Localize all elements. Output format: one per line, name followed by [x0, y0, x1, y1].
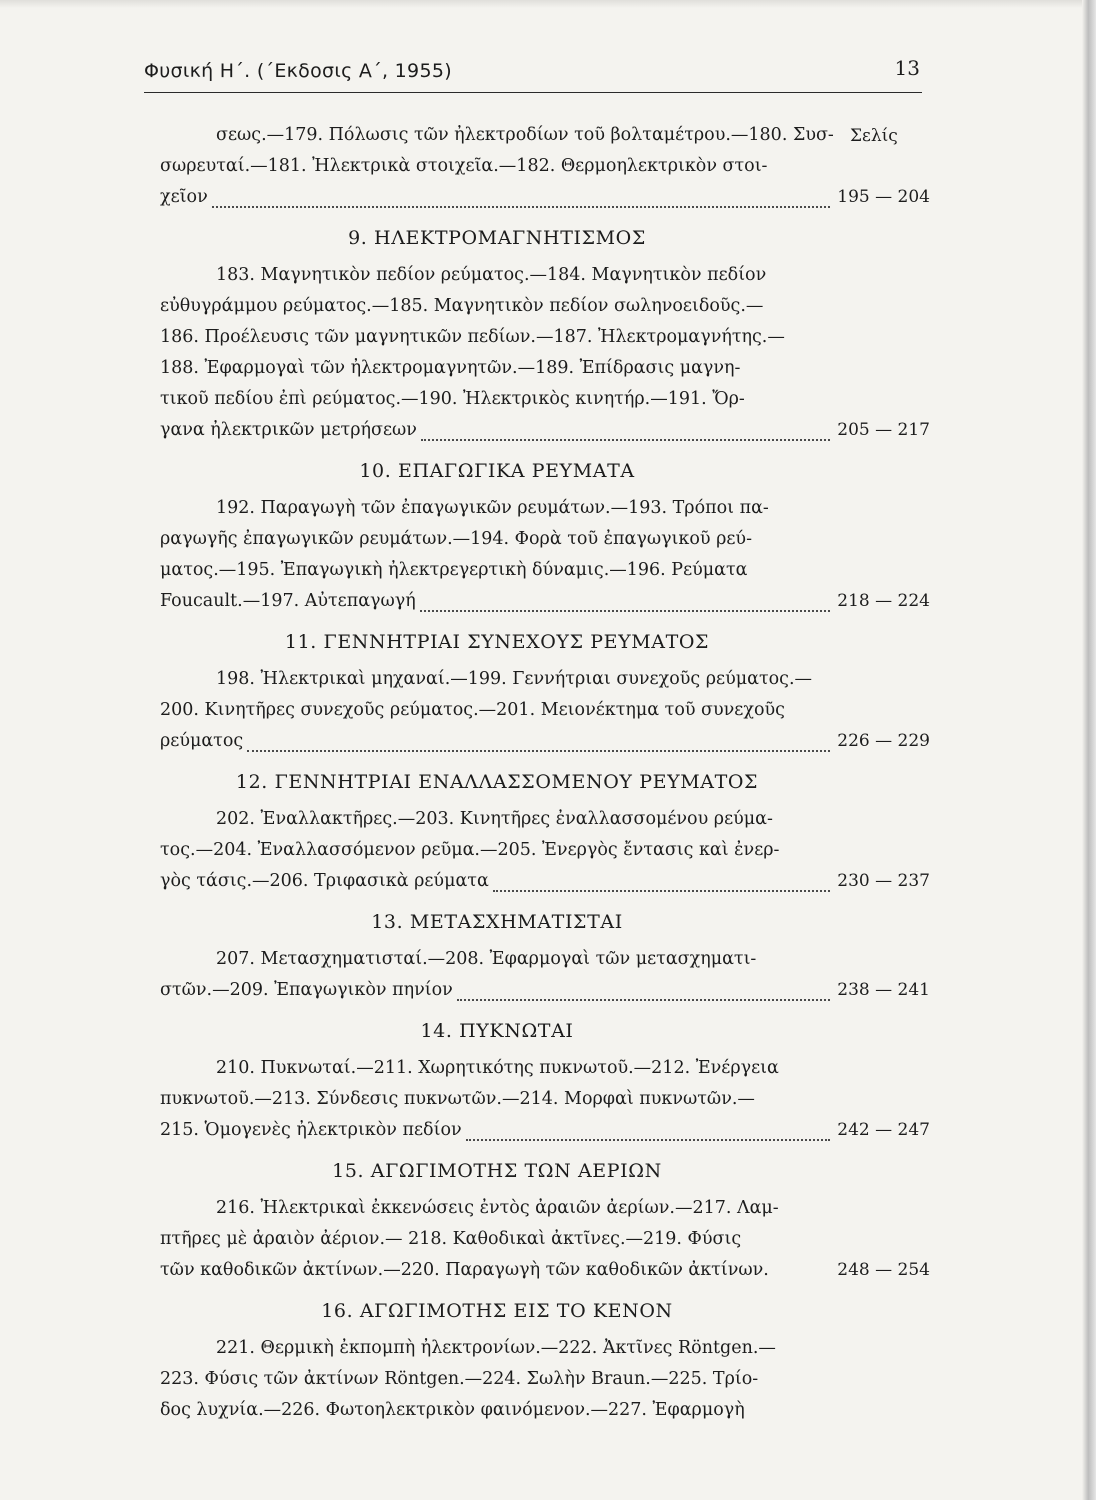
toc-line-text: γανα ἠλεκτρικῶν μετρήσεων [160, 420, 417, 440]
toc-line-text: 192. Παραγωγὴ τῶν ἐπαγωγικῶν ρευμάτων.—193. Τρόποι πα- [216, 498, 769, 518]
toc-line-text: ρεύματος [160, 731, 244, 751]
chapter-heading: 9. ΗΛΕΚΤΡΟΜΑΓΝΗΤΙΣΜΟΣ [348, 227, 646, 249]
chapter-heading: 11. ΓΕΝΝΗΤΡΙΑΙ ΣΥΝΕΧΟΥΣ ΡΕΥΜΑΤΟΣ [284, 631, 710, 653]
toc-line-text: χεῖον [160, 187, 208, 207]
toc-line [160, 866, 930, 897]
toc-line-text: πτῆρες μὲ ἀραιὸν ἀέριον.— 218. Καθοδικαὶ ἀκτῖνες.—219. Φύσις [160, 1229, 742, 1249]
toc-line-text: ματος.—195. Ἐπαγωγικὴ ἠλεκτρεγερτικὴ δύναμις.—196. Ρεύματα [160, 560, 748, 580]
toc-line [160, 353, 930, 384]
toc-line [160, 586, 930, 617]
toc-line-text: γὸς τάσις.—206. Τριφασικὰ ρεύματα [160, 871, 489, 891]
toc-line-text: 188. Ἐφαρμογαὶ τῶν ἠλεκτρομαγνητῶν.—189. Ἐπίδρασις μαγνη- [160, 358, 741, 378]
page-range: 242 — 247 [837, 1120, 930, 1140]
dot-leader [466, 1133, 830, 1141]
toc-line [160, 291, 930, 322]
toc-entry [160, 944, 930, 1006]
toc-entry [160, 120, 930, 213]
toc-line-text: σωρευταί.—181. Ἠλεκτρικὰ στοιχεῖα.—182. Θερμοηλεκτρικὸν στοι- [160, 156, 768, 176]
toc-line-text: στῶν.—209. Ἐπαγωγικὸν πηνίον [160, 980, 453, 1000]
chapter-heading: 10. ΕΠΑΓΩΓΙΚΑ ΡΕΥΜΑΤΑ [359, 460, 635, 482]
toc-line [160, 322, 930, 353]
toc-line [160, 726, 930, 757]
page-range: 205 — 217 [837, 420, 930, 440]
toc-line-text: 202. Ἐναλλακτῆρες.—203. Κινητῆρες ἐναλλασσομένου ρεύμα- [216, 809, 773, 829]
toc-line [160, 944, 930, 975]
page-range: 230 — 237 [837, 871, 930, 891]
toc-line-text: δος λυχνία.—226. Φωτοηλεκτρικὸν φαινόμενον.—227. Ἐφαρμογὴ [160, 1400, 745, 1420]
toc-line [160, 415, 930, 446]
toc-line-text: ραγωγῆς ἐπαγωγικῶν ρευμάτων.—194. Φορὰ τοῦ ἐπαγωγικοῦ ρεύ- [160, 529, 752, 549]
toc-line [160, 664, 930, 695]
toc-line [160, 555, 930, 586]
page-range: 195 — 204 [837, 187, 930, 207]
toc-line-text: τικοῦ πεδίου ἐπὶ ρεύματος.—190. Ἠλεκτρικὸς κινητήρ.—191. Ὄρ- [160, 389, 745, 409]
toc-line [160, 493, 930, 524]
page-range: 218 — 224 [837, 591, 930, 611]
toc-entry [160, 1193, 930, 1286]
toc-line-text: 198. Ἠλεκτρικαὶ μηχαναί.—199. Γεννήτριαι συνεχοῦς ρεύματος.— [216, 669, 813, 689]
chapter-heading: 13. ΜΕΤΑΣΧΗΜΑΤΙΣΤΑΙ [371, 911, 623, 933]
toc-entry [160, 1053, 930, 1146]
toc-line [160, 1333, 930, 1364]
toc-line-text: 221. Θερμικὴ ἐκπομπὴ ἠλεκτρονίων.—222. Ἀκτῖνες Röntgen.— [216, 1338, 776, 1358]
toc-entry [160, 493, 930, 617]
toc-line [160, 182, 930, 213]
page-column-label: Σελίς [850, 126, 898, 146]
toc-line [160, 524, 930, 555]
page-range: 226 — 229 [837, 731, 930, 751]
dot-leader [493, 884, 830, 892]
chapter-heading: 12. ΓΕΝΝΗΤΡΙΑΙ ΕΝΑΛΛΑΣΣΟΜΕΝΟΥ ΡΕΥΜΑΤΟΣ [235, 771, 759, 793]
dot-leader [212, 200, 830, 208]
toc-line [160, 120, 930, 151]
dot-leader [457, 993, 830, 1001]
toc-line [160, 151, 930, 182]
toc-line-text: 223. Φύσις τῶν ἀκτίνων Röntgen.—224. Σωλὴν Braun.—225. Τρίο- [160, 1369, 759, 1389]
toc-line [160, 1053, 930, 1084]
toc-line [160, 1364, 930, 1395]
page-top-edge [0, 0, 1096, 8]
toc-line [160, 1193, 930, 1224]
page-range: 248 — 254 [837, 1260, 930, 1280]
toc-line-text: 210. Πυκνωταί.—211. Χωρητικότης πυκνωτοῦ.—212. Ἐνέργεια [216, 1058, 779, 1078]
dot-leader [247, 744, 830, 752]
table-of-contents [160, 120, 930, 1426]
toc-line-text: τος.—204. Ἐναλλασσόμενον ρεῦμα.—205. Ἐνεργὸς ἔντασις καὶ ἐνερ- [160, 840, 780, 860]
toc-line-text: 207. Μετασχηματισταί.—208. Ἐφαρμογαὶ τῶν μετασχηματι- [216, 949, 757, 969]
chapter-heading: 15. ΑΓΩΓΙΜΟΤΗΣ ΤΩΝ ΑΕΡΙΩΝ [332, 1160, 662, 1182]
page-range: 238 — 241 [837, 980, 930, 1000]
toc-line [160, 260, 930, 291]
toc-entry [160, 664, 930, 757]
toc-line [160, 1084, 930, 1115]
toc-line [160, 835, 930, 866]
toc-entry [160, 1333, 930, 1426]
toc-entry [160, 260, 930, 446]
running-title: Φυσική Η΄. (΄Εκδοσις Α΄, 1955) [144, 60, 452, 82]
page-right-edge [1082, 0, 1096, 1500]
toc-line-text: τῶν καθοδικῶν ἀκτίνων.—220. Παραγωγὴ τῶν καθοδικῶν ἀκτίνων. [160, 1260, 769, 1280]
toc-line-text: 186. Προέλευσις τῶν μαγνητικῶν πεδίων.—187. Ἠλεκτρομαγνήτης.— [160, 327, 785, 347]
toc-line-text: 216. Ἠλεκτρικαὶ ἐκκενώσεις ἐντὸς ἀραιῶν ἀερίων.—217. Λαμ- [216, 1198, 779, 1218]
toc-line [160, 1115, 930, 1146]
running-header [144, 56, 922, 93]
toc-line-text: σεως.—179. Πόλωσις τῶν ἠλεκτροδίων τοῦ βολταμέτρου.—180. Συσ- [216, 125, 834, 145]
page-number: 13 [894, 56, 920, 80]
chapter-heading: 14. ΠΥΚΝΩΤΑΙ [420, 1020, 574, 1042]
toc-line [160, 804, 930, 835]
toc-line [160, 695, 930, 726]
dot-leader [420, 604, 830, 612]
toc-line-text: 183. Μαγνητικὸν πεδίον ρεύματος.—184. Μαγνητικὸν πεδίον [216, 265, 767, 285]
toc-entry [160, 804, 930, 897]
toc-line-text: Foucault.—197. Αὐτεπαγωγή [160, 591, 416, 611]
toc-line [160, 1395, 930, 1426]
toc-line [160, 1224, 930, 1255]
toc-line [160, 384, 930, 415]
toc-line-text: 215. Ὁμογενὲς ἠλεκτρικὸν πεδίον [160, 1120, 462, 1140]
toc-line [160, 975, 930, 1006]
toc-line-text: 200. Κινητῆρες συνεχοῦς ρεύματος.—201. Μειονέκτημα τοῦ συνεχοῦς [160, 700, 785, 720]
dot-leader [421, 433, 830, 441]
toc-line-text: εὐθυγράμμου ρεύματος.—185. Μαγνητικὸν πεδίον σωληνοειδοῦς.— [160, 296, 764, 316]
toc-line [160, 1255, 930, 1286]
chapter-heading: 16. ΑΓΩΓΙΜΟΤΗΣ ΕΙΣ ΤΟ ΚΕΝΟΝ [321, 1300, 673, 1322]
toc-line-text: πυκνωτοῦ.—213. Σύνδεσις πυκνωτῶν.—214. Μορφαὶ πυκνωτῶν.— [160, 1089, 755, 1109]
